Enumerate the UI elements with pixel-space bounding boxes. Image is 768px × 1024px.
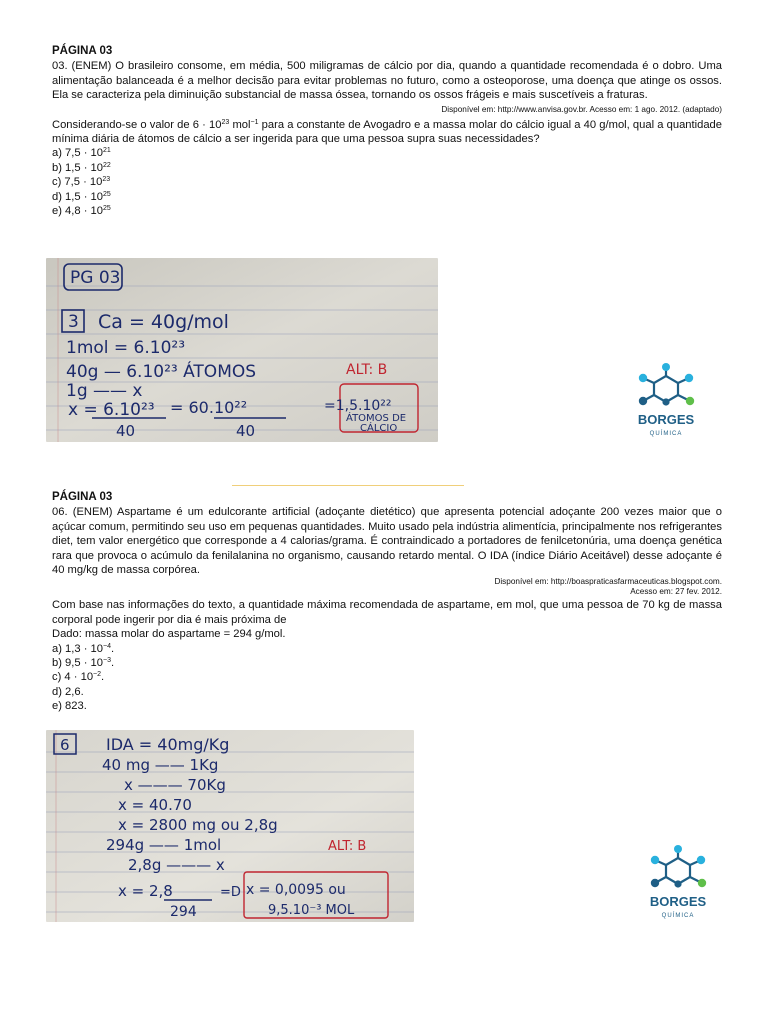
- logo-name-2: BORGES: [649, 894, 707, 909]
- line-calc-2: = 60.10²²: [170, 398, 248, 417]
- final-result: =1,5.10²²: [324, 398, 392, 414]
- answer-alt-2: ALT: B: [328, 839, 367, 854]
- page-tag: PG 03: [70, 268, 121, 288]
- final-unit-2: CÁLCIO: [360, 423, 398, 434]
- line-calc-1: x = 6.10²³: [68, 400, 155, 420]
- option-a-2: a) $1,3 \cdot 10^{-4}$.: [52, 642, 115, 655]
- arrow-implies: =D: [220, 885, 241, 900]
- line-proportion-3: 40 mg —— 1Kg: [102, 756, 219, 774]
- question-text-2: 06. (ENEM) Aspartame é um edulcorante artificial (adoçante dietético) que apresenta potencial adoçante 200 vezes maior que o açúcar comum, permitindo seu uso em pequenas quantidades. Muito usado pela indústria alimentícia, principalmente nos refrigerantes diet, tem valor energético que corresponde a 4 calorias/grama. É contraindicado a portadores de fenilcetonúria, uma doença genética rara que provoca o acúmulo da fenilalanina no organismo, causando retardo mental. O IDA (índice Diário Aceitável) desse adoçante é 40 mg/kg de massa corpórea.: [52, 506, 722, 577]
- page-title: PÁGINA 03: [52, 45, 113, 57]
- question-number-2: 6: [60, 736, 70, 754]
- borges-quimica-logo-1: [622, 362, 710, 442]
- molecule-icon-2: [634, 844, 722, 924]
- line-mass: x = 2800 mg ou 2,8g: [118, 816, 278, 834]
- line-proportion-2: 1g —— x: [66, 381, 143, 401]
- denominator-1: 40: [116, 422, 136, 440]
- handwritten-solution-photo-1: [46, 258, 438, 442]
- denominator-2: 40: [236, 422, 256, 440]
- question-prompt: Considerando-se o valor de $6 \cdot 10^{23}$ mol$^{-1}$ para a constante de Avogadro e a massa molar do cálcio igual a 40 g/mol, qual a quantidade mínima diária de átomos de cálcio a ser ingerida para que uma pessoa supra suas necessidades?: [52, 118, 722, 146]
- option-a: a) $7,5 \cdot 10^{21}$: [52, 147, 111, 160]
- option-e-2: e) 823.: [52, 700, 87, 713]
- line-calc-3: x = 2,8: [118, 882, 173, 900]
- page-title-2: PÁGINA 03: [52, 491, 113, 503]
- handwritten-solution-photo-2: [46, 730, 414, 922]
- final-result-2: x = 0,0095 ou: [246, 882, 346, 898]
- option-b-2: b) $9,5 \cdot 10^{-3}$.: [52, 657, 115, 670]
- option-d-2: d) 2,6.: [52, 685, 84, 698]
- option-c-2: c) $4 \cdot 10^{-2}$.: [52, 671, 105, 684]
- line-proportion-5: 294g —— 1mol: [106, 836, 222, 854]
- given-data: Dado: massa molar do aspartame = 294 g/mol.: [52, 628, 286, 641]
- final-unit-3: 9,5.10⁻³ MOL: [268, 903, 355, 918]
- line-proportion-6: 2,8g ——— x: [128, 856, 225, 874]
- question-text: 03. (ENEM) O brasileiro consome, em média, 500 miligramas de cálcio por dia, quando a quantidade recomendada é o dobro. Uma alimentação balanceada é a melhor decisão para evitar problemas no futuro, como a osteoporose, uma doença que atinge os ossos. Ela se caracteriza pela diminuição substancial de massa óssea, tornando os ossos frágeis e mais suscetíveis a fraturas.: [52, 60, 722, 102]
- logo-name: BORGES: [637, 412, 695, 427]
- logo-subtitle: QUÍMICA: [649, 431, 683, 437]
- source-citation: Disponível em: http://www.anvisa.gov.br. Acesso em: 1 ago. 2012. (adaptado): [441, 104, 722, 114]
- answer-alt: ALT: B: [346, 362, 388, 378]
- option-b: b) $1,5 \cdot 10^{22}$: [52, 161, 111, 174]
- molecule-icon: [622, 362, 710, 442]
- option-e: e) $4,8 \cdot 10^{25}$: [52, 205, 111, 218]
- option-d: d) $1,5 \cdot 10^{25}$: [52, 190, 111, 203]
- line-molar-mass: Ca = 40g/mol: [98, 311, 229, 333]
- final-unit-1: ÁTOMOS DE: [346, 413, 407, 424]
- question-number: 3: [68, 312, 79, 332]
- question-prompt-2: Com base nas informações do texto, a quantidade máxima recomendada de aspartame, em mol, que uma pessoa de 70 kg de massa corporal pode ingerir por dia é mais próxima de: [52, 599, 722, 626]
- line-proportion-4: x ——— 70Kg: [124, 776, 226, 794]
- line-product: x = 40.70: [118, 796, 192, 814]
- line-proportion-1: 40g — 6.10²³ ÁTOMOS: [66, 362, 257, 382]
- line-avogadro: 1mol = 6.10²³: [66, 338, 186, 358]
- source-citation-2b: Acesso em: 27 fev. 2012.: [630, 587, 722, 597]
- question-06: [52, 490, 722, 714]
- question-03: [52, 44, 722, 218]
- logo-subtitle-2: QUÍMICA: [661, 913, 695, 919]
- source-citation-2a: Disponível em: http://boaspraticasfarmaceuticas.blogspot.com.: [494, 577, 722, 587]
- denominator-3: 294: [170, 904, 197, 920]
- separator-line: [232, 485, 464, 486]
- line-ida: IDA = 40mg/Kg: [106, 735, 230, 754]
- borges-quimica-logo-2: [634, 844, 722, 924]
- option-c: c) $7,5 \cdot 10^{23}$: [52, 176, 111, 189]
